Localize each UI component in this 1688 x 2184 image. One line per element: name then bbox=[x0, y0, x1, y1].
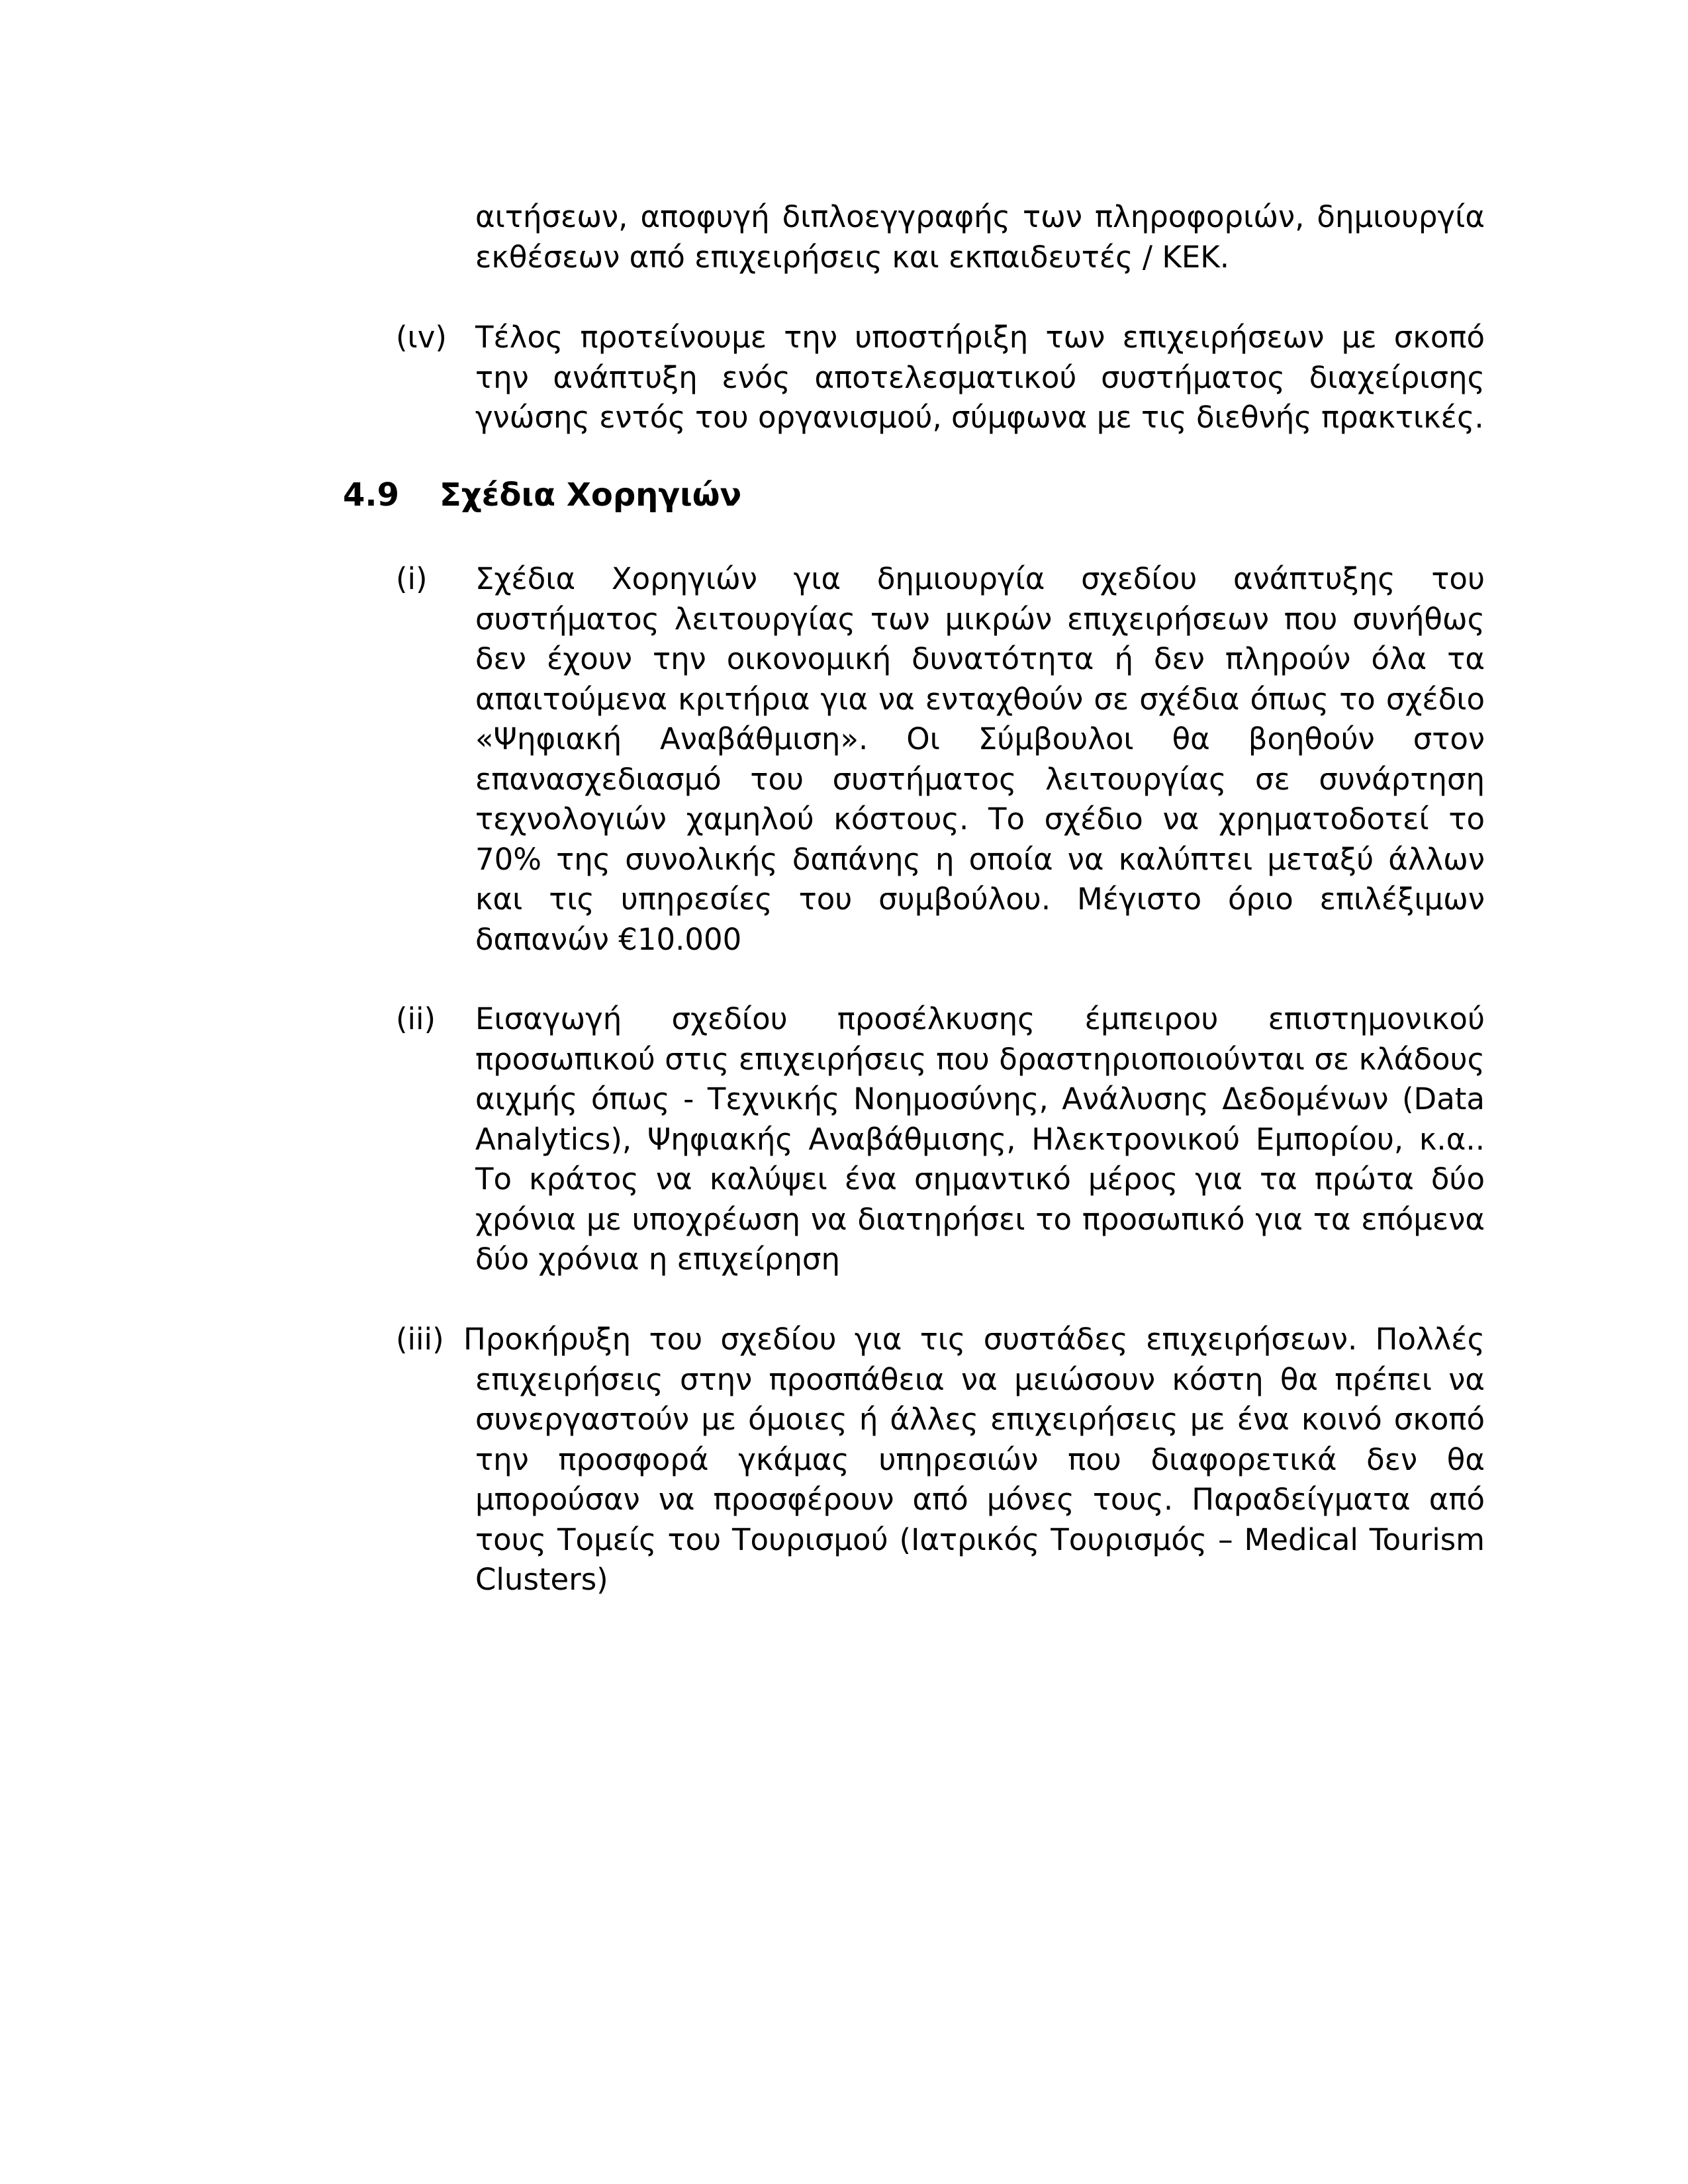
section-number: 4.9 bbox=[343, 477, 400, 514]
section-title: Σχέδια Χορηγιών bbox=[440, 477, 742, 514]
continuation-paragraph: αιτήσεων, αποφυγή διπλοεγγραφής των πληροφοριών, δημιουργία εκθέσεων από επιχειρήσεις και εκπαιδευτές / ΚΕΚ. bbox=[475, 199, 1485, 275]
list-item-i-text: Σχέδια Χορηγιών για δημιουργία σχεδίου ανάπτυξης του συστήματος λειτουργίας των μικρών επιχειρήσεων που συνήθως δεν έχουν την οικονομική δυνατότητα ή δεν πληρούν όλα τα απαιτούμενα κριτήρια για να ενταχθούν σε σχέδια όπως το σχέδιο «Ψηφιακή Αναβάθμιση». Οι Σύμβουλοι θα βοηθούν στον επανασχεδιασμό του συστήματος λειτουργίας σε συνάρτηση τεχνολογιών χαμηλού κόστους. Το σχέδιο να χρηματοδοτεί το 70% της συνολικής δαπάνης η οποία να καλύπτει μεταξύ άλλων και τις υπηρεσίες του συμβούλου. Μέγιστο όριο επιλέξιμων δαπανών €10.000 bbox=[475, 561, 1485, 957]
list-marker-i: (i) bbox=[396, 561, 428, 596]
list-marker-iv: (ιv) bbox=[396, 320, 447, 355]
list-item-iv-text: Τέλος προτείνουμε την υποστήριξη των επιχειρήσεων με σκοπό την ανάπτυξη ενός αποτελεσματικού συστήματος διαχείρισης γνώσης εντός του οργανισμού, σύμφωνα με τις διεθνής πρακτικές. bbox=[475, 320, 1485, 435]
list-item-iii-text: Προκήρυξη του σχεδίου για τις συστάδες επιχειρήσεων. Πολλές επιχειρήσεις στην προσπάθεια να μειώσουν κόστη θα πρέπει να συνεργαστούν με όμοιες ή άλλες επιχειρήσεις με ένα κοινό σκοπό την προσφορά γκάμας υπηρεσιών που διαφορετικά δεν θα μπορούσαν να προσφέρουν από μόνες τους. Παραδείγματα από τους Τομείς του Τουρισμού (Ιατρικός Τουρισμός – Medical Tourism Clusters) bbox=[463, 1322, 1485, 1597]
list-marker-ii: (ii) bbox=[396, 1001, 436, 1036]
list-item-ii-text: Εισαγωγή σχεδίου προσέλκυσης έμπειρου επιστημονικού προσωπικού στις επιχειρήσεις που δραστηριοποιούνται σε κλάδους αιχμής όπως - Τεχνικής Νοημοσύνης, Ανάλυσης Δεδομένων (Data Analytics), Ψηφιακής Αναβάθμισης, Ηλεκτρονικού Εμπορίου, κ.α.. Το κράτος να καλύψει ένα σημαντικό μέρος για τα πρώτα δύο χρόνια με υποχρέωση να διατηρήσει το προσωπικό για τα επόμενα δύο χρόνια η επιχείρηση bbox=[475, 1001, 1485, 1277]
list-marker-iii: (iii) bbox=[396, 1322, 444, 1357]
